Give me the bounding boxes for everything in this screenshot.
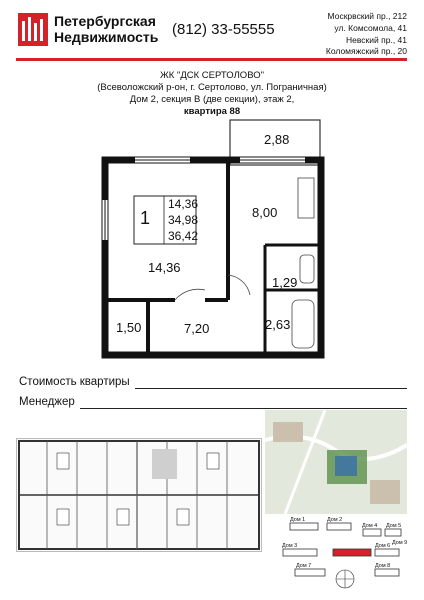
- balcony-area: 2,88: [264, 132, 290, 147]
- site-house-9: Дом 9: [392, 540, 408, 546]
- apartment-number: квартира 88: [183, 106, 241, 117]
- hall-area: 7,20: [184, 321, 210, 336]
- site-house-6: Дом 6: [375, 543, 391, 549]
- project-location: (Всеволожский р-он, г. Сертолово, ул. Пограничная): [97, 82, 327, 93]
- section-plan: [16, 438, 262, 552]
- address-3: Невский пр., 41: [346, 35, 407, 45]
- manager-label: Менеджер: [19, 396, 75, 408]
- site-house-4: Дом 4: [362, 523, 378, 529]
- rooms-count: 1: [140, 208, 151, 228]
- area-total: 34,98: [168, 213, 199, 227]
- site-house-3: Дом 3: [282, 543, 298, 549]
- room-area: 14,36: [148, 260, 181, 275]
- project-title: ЖК "ДСК СЕРТОЛОВО": [160, 70, 264, 81]
- site-house-2: Дом 2: [327, 517, 343, 523]
- address-1: Москрвский пр., 212: [327, 11, 407, 21]
- area-with-balcony: 36,42: [168, 229, 199, 243]
- site-house-1: Дом 1: [290, 517, 306, 523]
- price-label: Стоимость квартиры: [19, 376, 130, 388]
- area-living: 14,36: [168, 197, 199, 211]
- project-building: Дом 2, секция В (две секции), этаж 2,: [129, 94, 295, 105]
- kitchen-area: 8,00: [252, 205, 278, 220]
- company-name-line2: Недвижимость: [54, 29, 159, 45]
- company-name-line1: Петербургская: [54, 13, 156, 29]
- site-house-8: Дом 8: [375, 563, 391, 569]
- phone-number[interactable]: (812) 33-55555: [172, 21, 275, 38]
- site-house-5: Дом 5: [386, 523, 402, 529]
- bath-area: 2,63: [265, 317, 291, 332]
- price-line[interactable]: [135, 388, 407, 389]
- closet-area: 1,50: [116, 320, 142, 335]
- manager-line[interactable]: [80, 408, 407, 409]
- site-house-7: Дом 7: [296, 563, 312, 569]
- location-map: [265, 410, 407, 514]
- wc-area: 1,29: [272, 275, 298, 290]
- address-2: ул. Комсомола, 41: [334, 23, 407, 33]
- address-4: Коломяжский пр., 20: [325, 46, 407, 56]
